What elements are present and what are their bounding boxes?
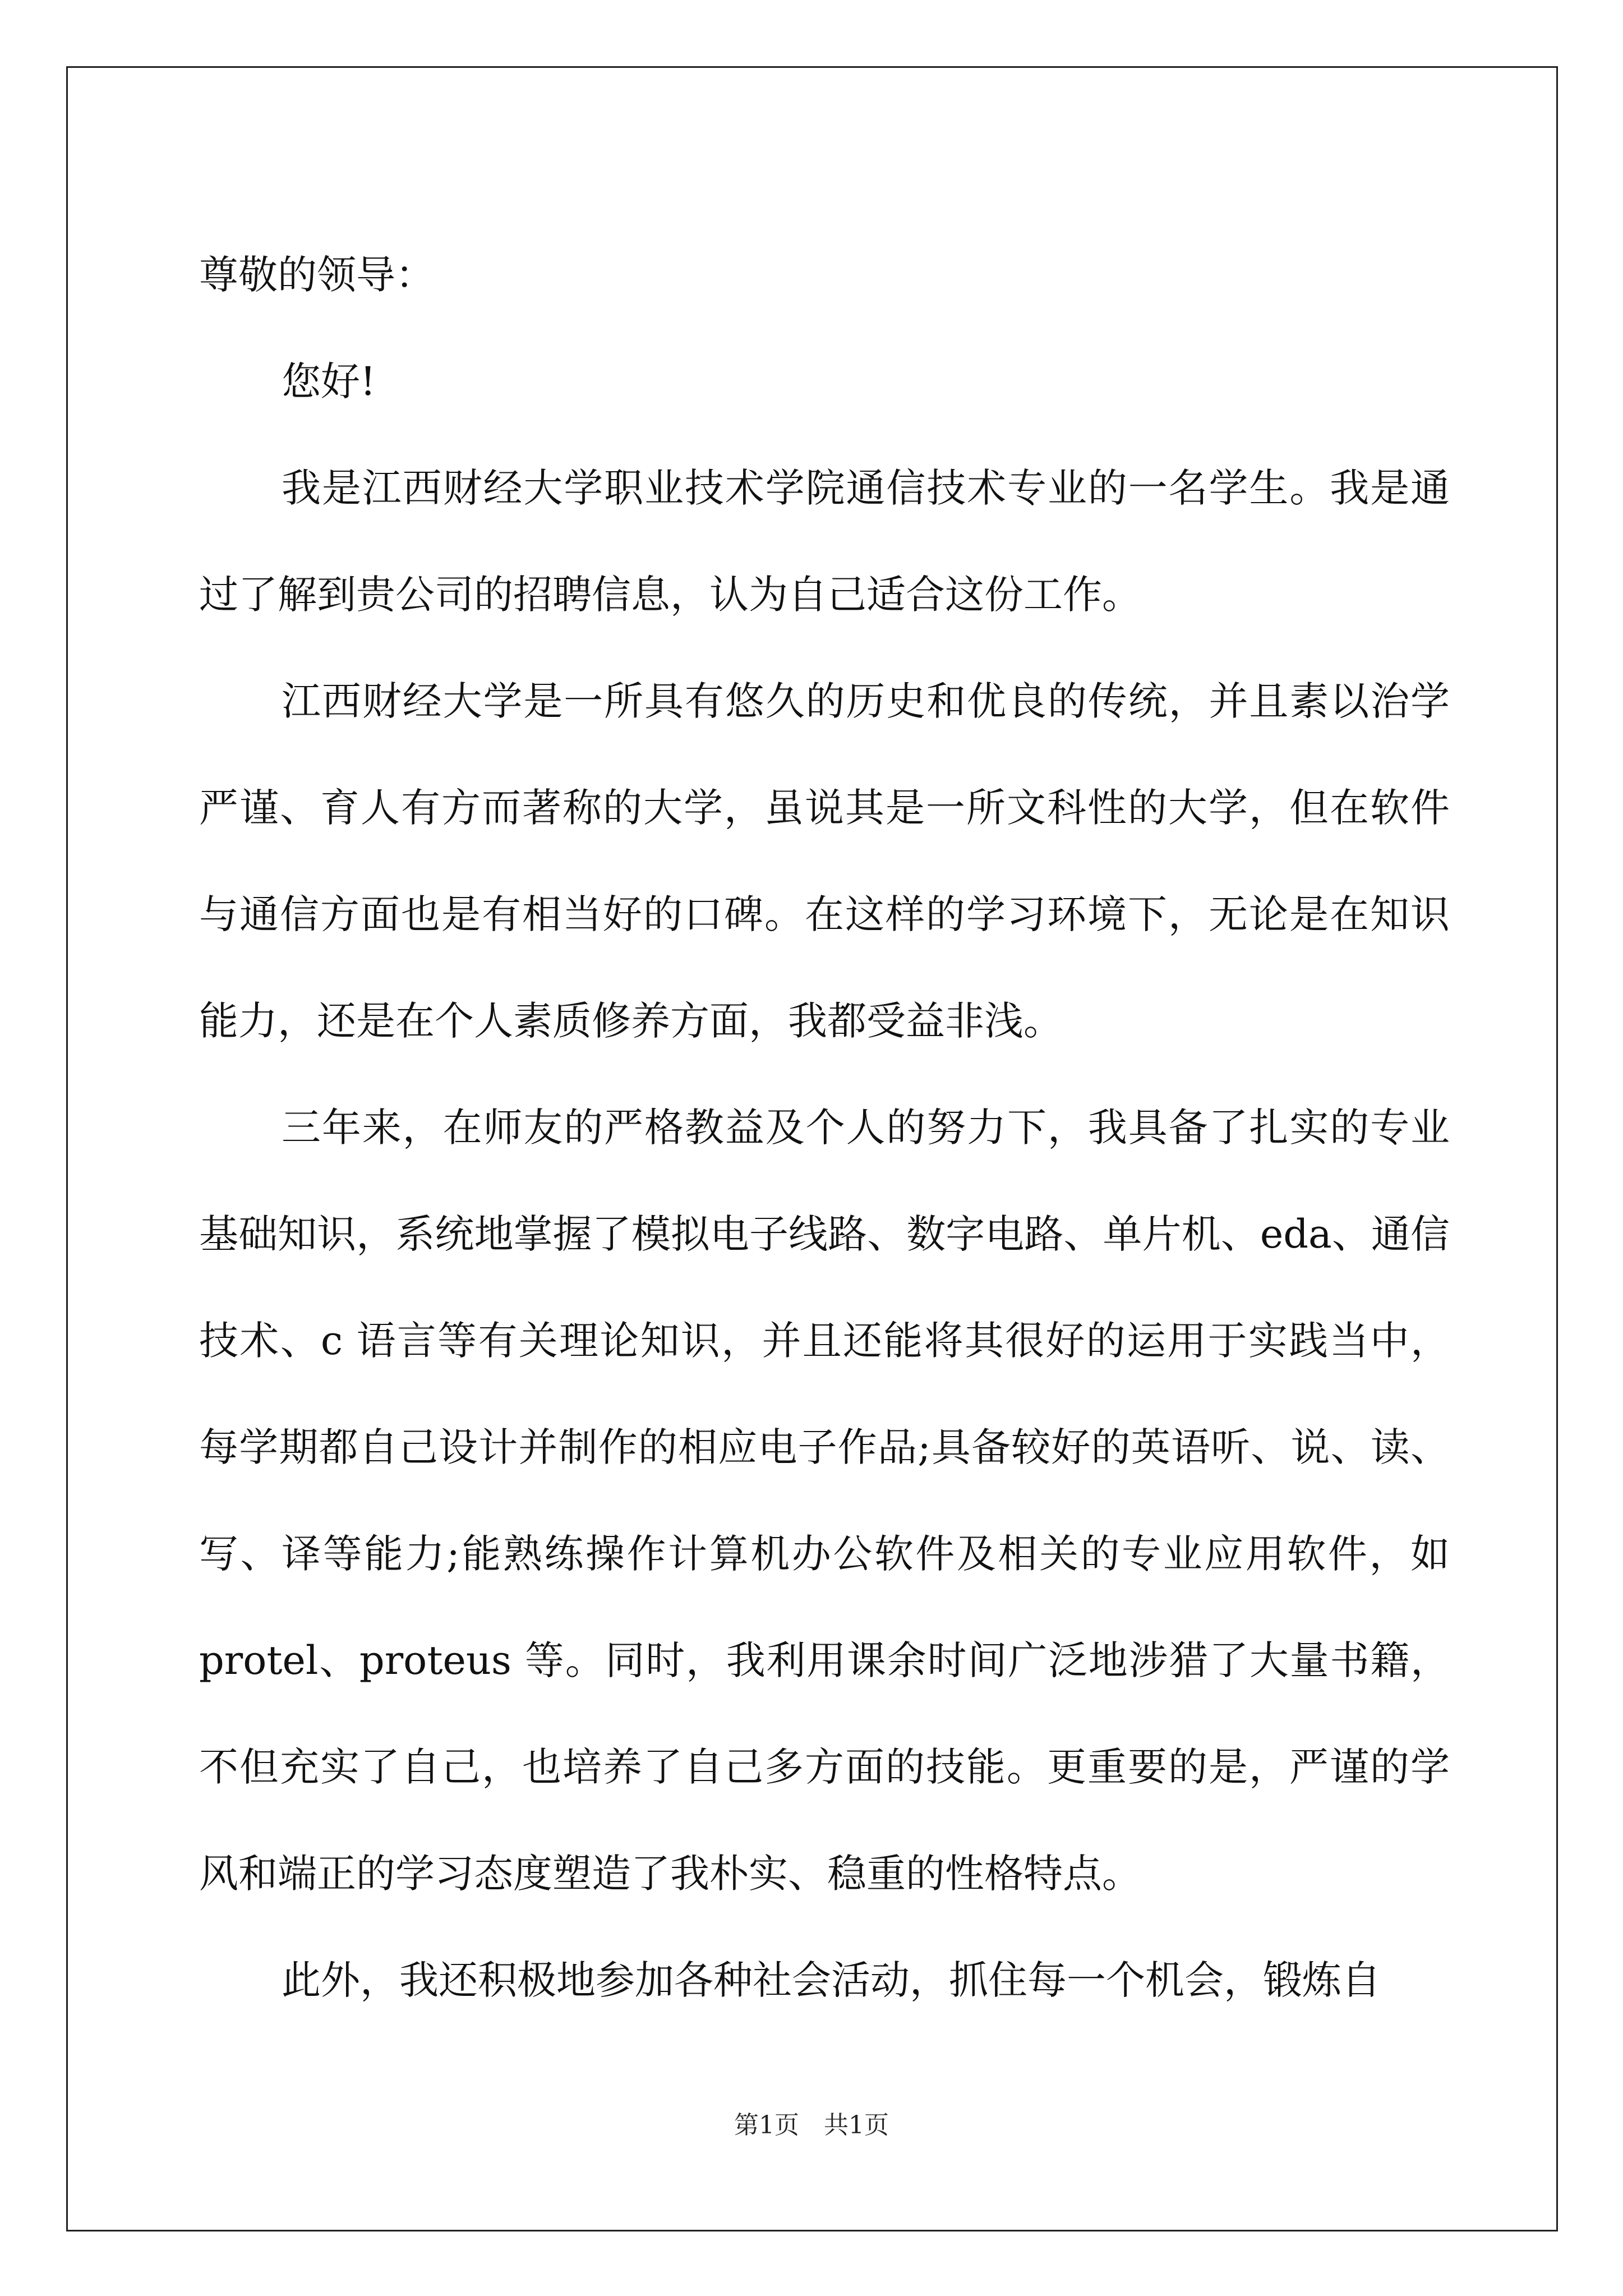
paragraph-skills: 三年来，在师友的严格教益及个人的努力下，我具备了扎实的专业基础知识，系统地掌握了模拟电子线路、数字电路、单片机、eda、通信技术、c 语言等有关理论知识，并且还能将其很好的运用于实践当中，每学期都自己设计并制作的相应电子作品;具备较好的英语听、说、读、写、译等能力;能熟练操作计算机办公软件及相关的专业应用软件，如 protel、proteus 等。同时，我利用课余时间广泛地涉猎了大量书籍，不但充实了自己，也培养了自己多方面的技能。更重要的是，严谨的学风和端正的学习态度塑造了我朴实、稳重的性格特点。 [199,1105,1450,1897]
greeting: 您好! [282,358,376,404]
page-footer: 第1页 共1页 [734,2111,889,2139]
paragraph-intro: 我是江西财经大学职业技术学院通信技术专业的一名学生。我是通过了解到贵公司的招聘信息，认为自己适合这份工作。 [199,465,1450,618]
paragraph-activities: 此外，我还积极地参加各种社会活动，抓住每一个机会，锻炼自 [282,1957,1381,2003]
salutation: 尊敬的领导： [199,252,435,298]
letter-body [199,222,1450,2033]
paragraph-university: 江西财经大学是一所具有悠久的历史和优良的传统，并且素以治学严谨、育人有方而著称的大学，虽说其是一所文科性的大学，但在软件与通信方面也是有相当好的口碑。在这样的学习环境下，无论是在知识能力，还是在个人素质修养方面，我都受益非浅。 [199,678,1450,1044]
